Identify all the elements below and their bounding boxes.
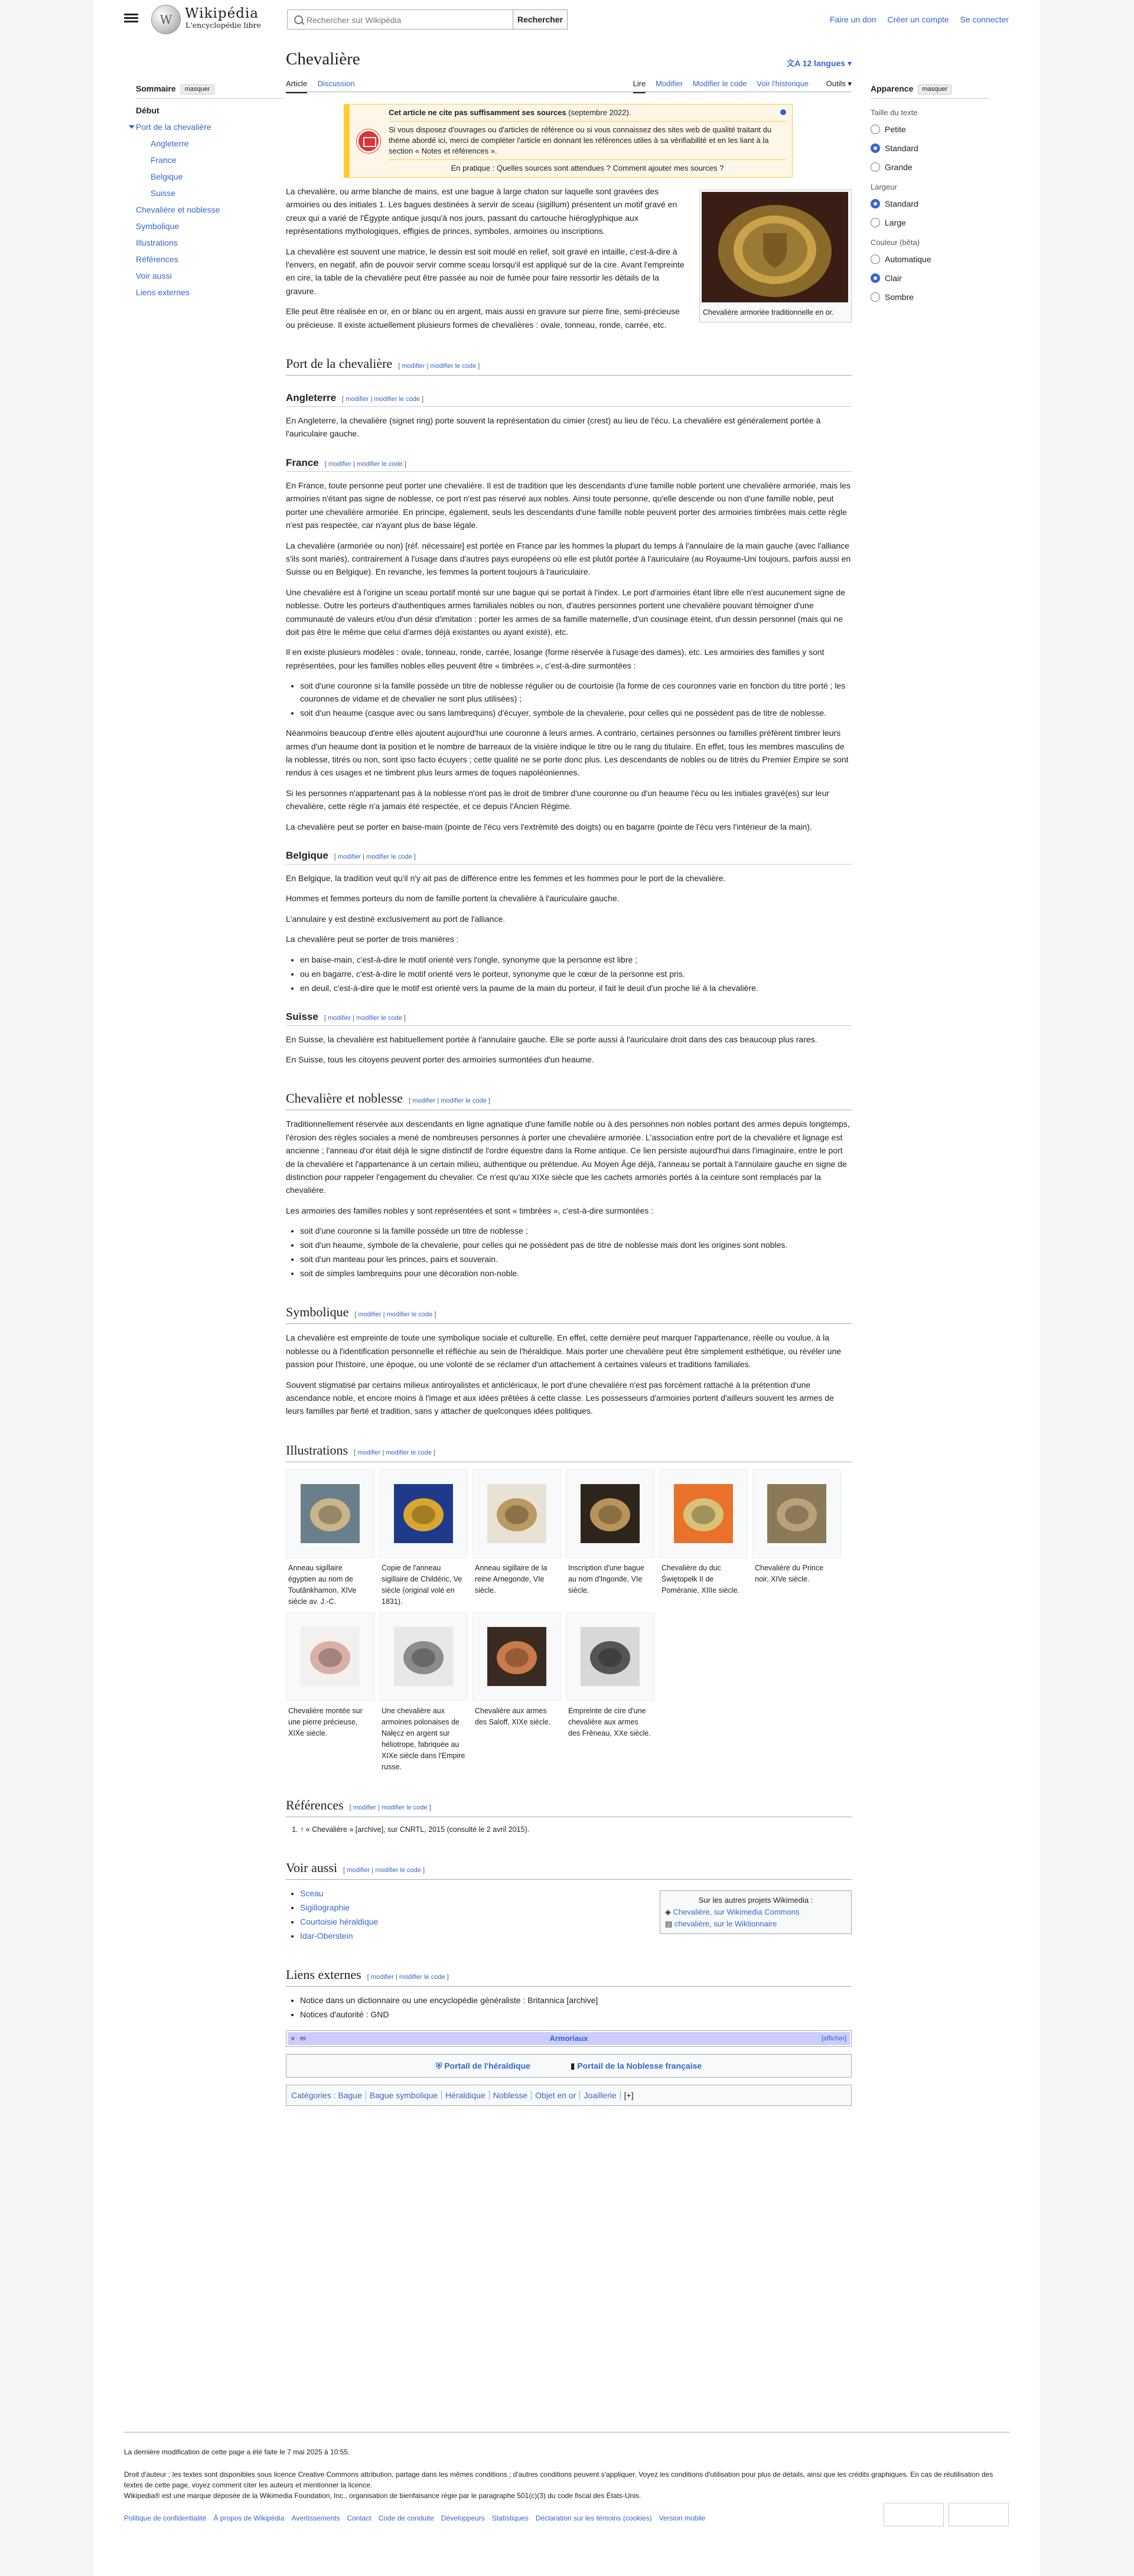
footer-link[interactable]: Politique de confidentialité [124, 2514, 207, 2522]
nobility-portal-icon: ▮ [570, 2060, 578, 2070]
france-p2: La chevalière (armoriée ou non) [réf. nécessaire] est portée en France par les hommes la plupart du temps à l'annulaire de la main gauche (avec l'alliance s'ils sont mariés), contrairement à l'usage dans d'autres pays européens où elle est plutôt portée à l'auriculaire (au Royaume-Uni toujours, parfois aussi en Suisse ou en Belgique). En revanche, les femmes la portent toujours à l'auriculaire. [286, 540, 851, 577]
navbox-toggle[interactable]: [afficher] [822, 2034, 846, 2042]
ambox-text: Si vous disposez d'ouvrages ou d'articles de référence ou si vous connaissez des sites web de qualité traitant du thème abordé ici, merci de compléter l'article en donnant les références utiles à sa vérifiabilité et en les liant à la section « Notes et références ». [389, 125, 772, 155]
footer-link[interactable]: Statistiques [491, 2514, 529, 2522]
tab-edit-source[interactable]: Modifier le code [692, 79, 747, 88]
list-item: • soit d'une couronne si la famille possède un titre de noblesse régulier ou de courtoisie (la forme de ces couronnes varie en fonction du titre porté ; les couronnes de vidame et de chevalier ne sont plus utilisées) ; [300, 679, 852, 705]
navbox [286, 2030, 852, 2047]
intro-p2: La chevalière est souvent une matrice, le dessin est soit moulé en relief, soit gravé en intaille, c'est-à-dire à l'envers, en negatif, afin de pouvoir servir comme sceau lorsqu'il est appliqué sur de la cire. Avant l'empreinte en cire, la table de la chevalière peut être passée au noir de fumée pour faire ressortir les détails de la gravure. [286, 246, 685, 296]
belgique-p1: En Belgique, la tradition veut qu'il n'y ait pas de différence entre les femmes et les hommes pour le port de la chevalière. [286, 873, 726, 883]
see-also-link[interactable]: Courtoisie héraldique [300, 1916, 379, 1926]
donate-link[interactable]: Faire un don [829, 15, 876, 24]
list-item: • soit d'un heaume (casque avec ou sans lambrequins) d'écuyer, symbole de la chevalerie, pour celles qui ne possèdent pas de titre de noblesse. [300, 706, 852, 719]
tagline: L'encyclopédie libre [185, 21, 261, 30]
gallery-caption: Une chevalière aux armoiries polonaises de Nałęcz en argent sur héliotrope, fabriquée au XIXe siècle dans l'Empire russe. [382, 1706, 465, 1771]
gallery-caption: Chevalière aux armes des Saloff, XIXe siècle. [475, 1706, 551, 1726]
toc-item-symbolique[interactable]: Symbolique [136, 221, 180, 231]
gallery-caption: Anneau sigillaire de la reine Arnegonde, VIe siècle. [475, 1563, 548, 1594]
gallery-item [566, 1612, 654, 1773]
france-p5: Néanmoins beaucoup d'entre elles ajoutent aujourd'hui une couronne à leurs armes. A contrario, certaines personnes ou familles préfèrent timbrer leurs armes d'un heaume dont la position et le nombre de barreaux de la visière indique le titre ou le rang du titulaire. En effet, tous les membres masculins de la noblesse, titrés ou non, sont ipso facto écuyers ; cette qualité ne se porte donc plus. Les descendants de nobles ou de titrés du Premier Empire se sont rendus à ces usages et ne timbrent plus leurs armes de toques napoléoniennes. [286, 728, 849, 778]
width-large[interactable]: Large [871, 217, 989, 229]
edit-links[interactable]: [ modifier | modifier le code ] [398, 363, 480, 370]
footer-links [124, 2513, 1010, 2523]
gallery-item [472, 1612, 561, 1773]
wiktionary-link[interactable]: chevalière, sur le Wiktionnaire [674, 1919, 777, 1928]
toc-item-suisse[interactable]: Suisse [151, 188, 176, 198]
gallery-item [379, 1612, 468, 1773]
list-item: • soit d'un manteau pour les princes, pairs et souverain. [300, 1253, 852, 1266]
edit-links[interactable]: [ modifier | modifier le code ] [334, 853, 416, 860]
belgique-list [300, 953, 852, 994]
symbolique-p1: La chevalière est empreinte de toute une symbolique sociale et culturelle. En effet, cette dernière peut marquer l'appartenance, réelle ou voulue, à la noblesse ou à l'identification personnelle et réfléchie au sein de l'héraldique. Mais porter une chevalière peut être simplement esthétique, ou révéler une passion pour l'histoire, une époque, ou une volonté de se réclamer d'un attachement à certaines valeurs et traditions familiales. [286, 1333, 842, 1369]
category-expand[interactable]: [+] [620, 2091, 637, 2100]
noblesse-p2: Les armoiries des familles nobles y sont représentées et sont « timbrées », c'est-à-dire surmontées : [286, 1205, 654, 1215]
gallery-caption: Chevalière du Prince noir, XIVe siècle. [755, 1563, 824, 1583]
france-p1: En France, toute personne peut porter une chevalière. Il est de tradition que les descendants d'une famille noble portent une chevalière armoriée, mais les armoiries n'étant pas signe de noblesse, ce port n'est pas réservé aux nobles. Ainsi toute personne, qu'elle descende ou non d'une famille noble, peut porter une chevalière armoriée. En principe, également, seuls les descendants d'une famille noble peuvent porter des armoiries timbrées mais cette règle n'est pas respectée, car n'ayant plus de base légale. [286, 480, 851, 530]
ring-image[interactable] [581, 1627, 640, 1686]
gallery-item [472, 1469, 561, 1607]
last-modified: La dernière modification de cette page a été faite le 7 mai 2025 à 10:55. [124, 2448, 350, 2456]
footer-link[interactable]: Version mobile [659, 2514, 706, 2522]
ambox-date: (septembre 2022). [568, 108, 631, 117]
toc-item-liens[interactable]: Liens externes [136, 288, 190, 297]
edit-links[interactable]: [ modifier | modifier le code ] [354, 1449, 436, 1456]
toc-item-france[interactable]: France [151, 155, 177, 165]
section-voir-aussi: Voir aussi [ modifier | modifier le code ] [286, 1859, 852, 1880]
france-p6: Si les personnes n'appartenant pas à la noblesse n'ont pas le droit de timbrer d'une couronne ou d'un heaume l'écu ou les initiales gravé(es) sur leur chevalière, cette règle n'a jamais été respectée, et ce depuis l'Ancien Régime. [286, 788, 830, 811]
list-item: • soit de simples lambrequins pour une décoration non-noble. [300, 1267, 852, 1280]
edit-links[interactable]: [ modifier | modifier le code ] [343, 1866, 425, 1874]
list-item: • en deuil, c'est-à-dire que le motif est orienté vers la paume de la main du porteur, il fait le deuil d'un proche lié à la chevalière. [300, 982, 852, 994]
portal-heraldique[interactable]: Portail de l'héraldique [444, 2060, 530, 2070]
ring-image[interactable] [487, 1484, 546, 1543]
edit-links[interactable]: [ modifier | modifier le code ] [408, 1097, 490, 1105]
categories-bar [286, 2085, 852, 2106]
footer-link[interactable]: Déclaration sur les témoins (cookies) [535, 2514, 652, 2522]
list-item: • Notice dans un dictionnaire ou une encyclopédie généraliste : Britannica [archive] [300, 1994, 852, 2007]
navbox-vte[interactable]: v · m [291, 2034, 306, 2042]
footer-link[interactable]: Avertissements [291, 2514, 340, 2522]
noblesse-list [300, 1224, 852, 1280]
signet-ring-image[interactable] [702, 192, 848, 302]
wikimedia-badge[interactable] [884, 2503, 944, 2526]
toc-hide-button[interactable]: masquer [181, 84, 214, 94]
belgique-p2: Hommes et femmes porteurs du nom de famille portent la chevalière à l'auriculaire gauche. [286, 894, 620, 904]
ring-image[interactable] [581, 1484, 640, 1543]
site-header [93, 0, 1040, 40]
toc-item-noblesse[interactable]: Chevalière et noblesse [136, 205, 220, 214]
sister-title: Sur les autres projets Wikimedia : [698, 1895, 813, 1905]
france-p4: Il en existe plusieurs modèles : ovale, tonneau, ronde, carrée, losange (forme réservée à l'usage des dames), etc. Les armoiries des familles y sont représentées, pour les familles nobles elles peuvent être « timbrées », c'est-à-dire surmontées : [286, 647, 825, 670]
france-p7: La chevalière peut se porter en baise-main (pointe de l'écu vers l'extrémité des doigts) ou en bagarre (pointe de l'écu vers l'intérieur de la main). [286, 821, 812, 832]
gallery-image[interactable] [286, 1612, 374, 1701]
text-size-large[interactable]: Grande [871, 161, 989, 173]
edit-links[interactable]: [ modifier | modifier le code ] [324, 460, 406, 468]
tab-article[interactable]: Article [286, 78, 307, 93]
gallery-image[interactable] [379, 1612, 468, 1701]
toc-item-voir-aussi[interactable]: Voir aussi [136, 271, 172, 281]
see-also-link[interactable]: Sigillographie [300, 1902, 350, 1912]
tab-history[interactable]: Voir l'historique [757, 79, 809, 88]
gallery-image[interactable] [752, 1469, 841, 1558]
france-list [300, 679, 852, 719]
wikipedia-logo[interactable]: W [151, 5, 181, 34]
intro-p1: La chevalière, ou arme blanche de mains, est une bague à large chaton sur laquelle sont gravées des armoiries ou des initiales 1. Les bagues destinées à servir de sceau (sigillum) présentent un motif gravé en creux qui a varié de l'Égypte antique jusqu'à nos jours, passant du cartouche hiéroglyphique aux représentations mythologiques, effigies de princes, symboles, armoiries ou inscriptions. [286, 187, 677, 236]
section-symbolique: Symbolique [ modifier | modifier le code ] [286, 1303, 852, 1324]
edit-links[interactable]: [ modifier | modifier le code ] [354, 1311, 436, 1319]
belgique-p3: L'annulaire y est destiné exclusivement au port de l'alliance. [286, 914, 506, 924]
see-also-link[interactable]: Idar-Oberstein [300, 1931, 353, 1941]
appearance-hide-button[interactable]: masquer [918, 84, 951, 94]
color-dark[interactable]: Sombre [871, 291, 989, 303]
france-p3: Une chevalière est à l'origine un sceau portatif monté sur une bague qui se portait à l'index. Le port d'armoiries étant libre elle n'est aucunement signe de noblesse. Outre les porteurs d'authentiques armes familiales nobles ou non, d'autres personnes portent une chevalière pouvant témoigner d'une communauté de valeurs et/ou d'un désir d'imitation : porter les armes de sa famille maternelle, d'un cousinage éteint, d'un dessin personnel (mais qui ne doit pas être le même que celui d'armes déjà existantes ou ayant existé), etc. [286, 587, 845, 637]
appearance-title: Apparence [871, 84, 914, 93]
section-illustrations: Illustrations [ modifier | modifier le code ] [286, 1442, 852, 1462]
sister-projects-box [660, 1890, 852, 1934]
gallery-item [659, 1469, 748, 1607]
gallery-image[interactable] [286, 1469, 374, 1558]
toc-title: Sommaire [136, 84, 176, 93]
gallery-caption: Anneau sigillaire égyptien au nom de Toutânkhamon, XIVe siècle av. J.-C. [288, 1563, 357, 1606]
portals-bar [286, 2054, 852, 2078]
ring-image[interactable] [767, 1484, 826, 1543]
search-button[interactable]: Rechercher [513, 9, 568, 30]
noblesse-p1: Traditionnellement réservée aux descendants en ligne agnatique d'une famille noble ou à des personnes non nobles portant des armes depuis longtemps, l'érosion des règles sociales a mené de nombreuses personnes à porter une chevalière armoriée. L'association entre port de la chevalière et lignage est ancienne ; l'anneau d'or était déjà le signe distinctif de l'ordre équestre dans la Rome antique. Ce lien persiste aujourd'hui dans l'imaginaire, entre le port de la chevalière et l'appartenance à un certain milieu, authentique ou prétendue. Au Moyen Âge déjà, l'anneau se portait à l'annulaire gauche en signe de distinction pour rappeler l'engagement du chevalier. Ce n'est qu'au XIXe siècle que les cachets armoriés portés à la ceinture sont remplacés par la chevalière. [286, 1119, 850, 1195]
gallery-item [286, 1612, 374, 1773]
book-warning-icon [357, 129, 380, 153]
toc-item-start[interactable]: Début [136, 106, 159, 115]
ring-image[interactable] [394, 1484, 453, 1543]
list-item: • ou en bagarre, c'est-à-dire le motif orienté vers le porteur, synonyme que le cœur de la personne est pris. [300, 967, 852, 980]
category-link[interactable]: Héraldique [441, 2091, 489, 2100]
gallery-item [379, 1469, 468, 1607]
article-main [286, 48, 852, 2106]
ring-image[interactable] [301, 1484, 360, 1543]
toc-item-angleterre[interactable]: Angleterre [151, 139, 189, 148]
gallery-image[interactable] [472, 1469, 561, 1558]
tools-menu[interactable]: Outils ▾ [826, 79, 852, 88]
wordmark[interactable]: Wikipédia [185, 6, 259, 21]
reference-item: 1. ↑ « Chevalière » [archive], sur CNRTL, 2015 (consulté le 2 avril 2015). [300, 1824, 852, 1835]
section-france: France [ modifier | modifier le code ] [286, 456, 852, 472]
suisse-p1: En Suisse, la chevalière est habituellement portée à l'annulaire gauche. Elle se porte aussi à l'auriculaire droit dans des cas beaucoup plus rares. [286, 1034, 817, 1044]
width-label: Largeur [871, 182, 897, 191]
footer-link[interactable]: Contact [347, 2514, 372, 2522]
license-text: Droit d'auteur : les textes sont disponibles sous licence Creative Commons attribution, partage dans les mêmes conditions ; d'autres conditions peuvent s'appliquer. Voyez les conditions d'utilisation pour plus de détails, ainsi que les crédits graphiques. En cas de réutilisation des textes de cette page, voyez comment citer les auteurs et mentionner la licence. [124, 2470, 993, 2489]
category-link[interactable]: Joaillerie [579, 2091, 620, 2100]
page-footer [124, 2432, 1010, 2523]
footer-link[interactable]: Développeurs [441, 2514, 485, 2522]
gallery-caption: Copie de l'anneau sigillaire de Childéric, Ve siècle (original volé en 1831). [382, 1563, 462, 1606]
external-links-list [300, 1994, 852, 2021]
text-size-small[interactable]: Petite [871, 123, 989, 135]
category-link[interactable]: Objet en or [531, 2091, 579, 2100]
page-tabs [286, 78, 852, 92]
trademark-text: Wikipedia® est une marque déposée de la Wikimedia Foundation, Inc., organisation de bienfaisance régie par le paragraphe 501(c)(3) du code fiscal des États-Unis. [124, 2492, 641, 2500]
commons-icon: ◈ [665, 1907, 673, 1916]
gallery-caption: Inscription d'une bague au nom d'Ingonde, VIe siècle. [568, 1563, 644, 1594]
user-links [821, 13, 1009, 26]
login-link[interactable]: Se connecter [960, 15, 1009, 24]
create-account-link[interactable]: Créer un compte [887, 15, 949, 24]
belgique-p4: La chevalière peut se porter de trois manières : [286, 934, 459, 944]
gallery-image[interactable] [379, 1469, 468, 1558]
appearance-panel [871, 83, 989, 310]
ring-image[interactable] [394, 1627, 453, 1686]
navbox-title[interactable]: Armoriaux [549, 2033, 588, 2043]
tab-discussion[interactable]: Discussion [317, 79, 355, 88]
edit-links[interactable]: [ modifier | modifier le code ] [342, 396, 424, 403]
toc-collapse-icon[interactable] [129, 125, 135, 129]
reference-list [300, 1824, 852, 1835]
toc-item-port[interactable]: Port de la chevalière [136, 122, 211, 132]
gallery-caption: Empreinte de cire d'une chevalière aux armes des Frêneau, XXe siècle. [568, 1706, 651, 1737]
section-liens-externes: Liens externes [ modifier | modifier le code ] [286, 1966, 852, 1987]
color-auto[interactable]: Automatique [871, 253, 989, 265]
wiktionary-icon: ▤ [665, 1919, 674, 1928]
mediawiki-badge[interactable] [949, 2503, 1009, 2526]
image-gallery [286, 1469, 852, 1773]
gallery-image[interactable] [472, 1612, 561, 1701]
symbolique-p2: Souvent stigmatisé par certains milieux antiroyalistes et anticléricaux, le port d'une chevalière n'est pas forcément rattaché à la prétention d'une ascendance noble, et encore moins à l'image et aux idées prêtées à cette classe. Les possesseurs d'armoiries portent d'ailleurs souvent les armes de leurs familles par fierté et tradition, sans y attacher de quelconques idées politiques. [286, 1380, 834, 1416]
gallery-caption: Chevalière montée sur une pierre précieuse, XIXe siècle. [288, 1706, 363, 1737]
section-angleterre: Angleterre [ modifier | modifier le code ] [286, 391, 852, 407]
ring-image[interactable] [674, 1484, 733, 1543]
edit-links[interactable]: [ modifier | modifier le code ] [324, 1014, 406, 1022]
color-light[interactable]: Clair [871, 272, 989, 284]
gallery-image[interactable] [566, 1469, 654, 1558]
ambox-title: Cet article ne cite pas suffisamment ses sources [389, 108, 566, 117]
gallery-item [752, 1469, 841, 1607]
thumbnail-caption: Chevalière armoriée traditionnelle en or. [703, 308, 834, 317]
width-standard[interactable]: Standard [871, 198, 989, 210]
gallery-item [286, 1469, 374, 1607]
edit-links[interactable]: [ modifier | modifier le code ] [349, 1804, 431, 1811]
heraldry-portal-icon: ⛨ [435, 2060, 445, 2070]
info-icon[interactable] [780, 109, 786, 115]
category-link[interactable]: Catégories : Bague [291, 2090, 362, 2100]
text-size-label: Taille du texte [871, 108, 918, 117]
see-also-link[interactable]: Sceau [300, 1888, 324, 1898]
intro-p3: Elle peut être réalisée en or, en or blanc ou en argent, mais aussi en gravure sur pierre fine, semi-précieuse ou précieuse. Il existe actuellement plusieurs formes de chevalières : ovale, tonneau, ronde, carrée, etc. [286, 306, 680, 330]
angleterre-p: En Angleterre, la chevalière (signet ring) porte souvent la représentation du cimier (crest) au lieu de l'écu. La chevalière est généralement portée à l'auriculaire gauche. [286, 416, 821, 439]
toc-item-references[interactable]: Références [136, 255, 178, 264]
page-sheet [93, 0, 1040, 2576]
edit-links[interactable]: [ modifier | modifier le code ] [367, 1973, 449, 1981]
portal-noblesse[interactable]: Portail de la Noblesse française [577, 2060, 702, 2070]
toc-item-belgique[interactable]: Belgique [151, 172, 183, 181]
section-belgique: Belgique [ modifier | modifier le code ] [286, 849, 852, 865]
suisse-p2: En Suisse, tous les citoyens peuvent porter des armoiries surmontées d'un heaume. [286, 1055, 594, 1065]
category-link[interactable]: Noblesse [489, 2091, 531, 2100]
section-port: Port de la chevalière [ modifier | modifier le code ] [286, 355, 852, 376]
color-label: Couleur (bêta) [871, 238, 920, 247]
list-item: • soit d'un heaume, symbole de la chevalerie, pour celles qui ne possèdent pas de titre de noblesse mais dont les origines sont nobles. [300, 1238, 852, 1251]
gallery-caption: Chevalière du duc Świętopełk II de Poméranie, XIIIe siècle. [662, 1563, 740, 1594]
gallery-image[interactable] [659, 1469, 748, 1558]
commons-link[interactable]: Chevalière, sur Wikimedia Commons [673, 1907, 800, 1916]
footer-badges [879, 2503, 1009, 2532]
ambox-practice: En pratique : Quelles sources sont attendues ? Comment ajouter mes sources ? [451, 164, 724, 172]
toc-item-illustrations[interactable]: Illustrations [136, 238, 178, 247]
category-link[interactable]: Bague symbolique [366, 2091, 441, 2100]
ring-image[interactable] [487, 1627, 546, 1686]
tab-read[interactable]: Lire [633, 78, 646, 93]
list-item: • soit d'une couronne si la famille possède un titre de noblesse ; [300, 1224, 852, 1237]
section-suisse: Suisse [ modifier | modifier le code ] [286, 1010, 852, 1026]
thumbnail [699, 190, 852, 322]
gallery-item [566, 1469, 654, 1607]
page-title: Chevalière [286, 50, 360, 69]
footer-link[interactable]: À propos de Wikipédia [213, 2514, 285, 2522]
ring-image[interactable] [301, 1627, 360, 1686]
tab-edit[interactable]: Modifier [655, 79, 683, 88]
footer-link[interactable]: Code de conduite [378, 2514, 434, 2522]
list-item: • en baise-main, c'est-à-dire le motif orienté vers l'ongle, synonyme que la personne est libre ; [300, 953, 852, 966]
languages-button[interactable]: 文A 12 langues ▾ [786, 58, 852, 68]
list-item: • Notices d'autorité : GND [300, 2008, 852, 2021]
main-menu-icon[interactable] [124, 12, 138, 25]
gallery-image[interactable] [566, 1612, 654, 1701]
section-references: Références [ modifier | modifier le code ] [286, 1796, 852, 1817]
text-size-standard[interactable]: Standard [871, 142, 989, 154]
table-of-contents [136, 83, 284, 303]
search-input[interactable]: Rechercher sur Wikipédia [287, 9, 513, 30]
sources-warning-box [344, 104, 793, 178]
section-noblesse: Chevalière et noblesse [ modifier | modifier le code ] [286, 1090, 852, 1110]
